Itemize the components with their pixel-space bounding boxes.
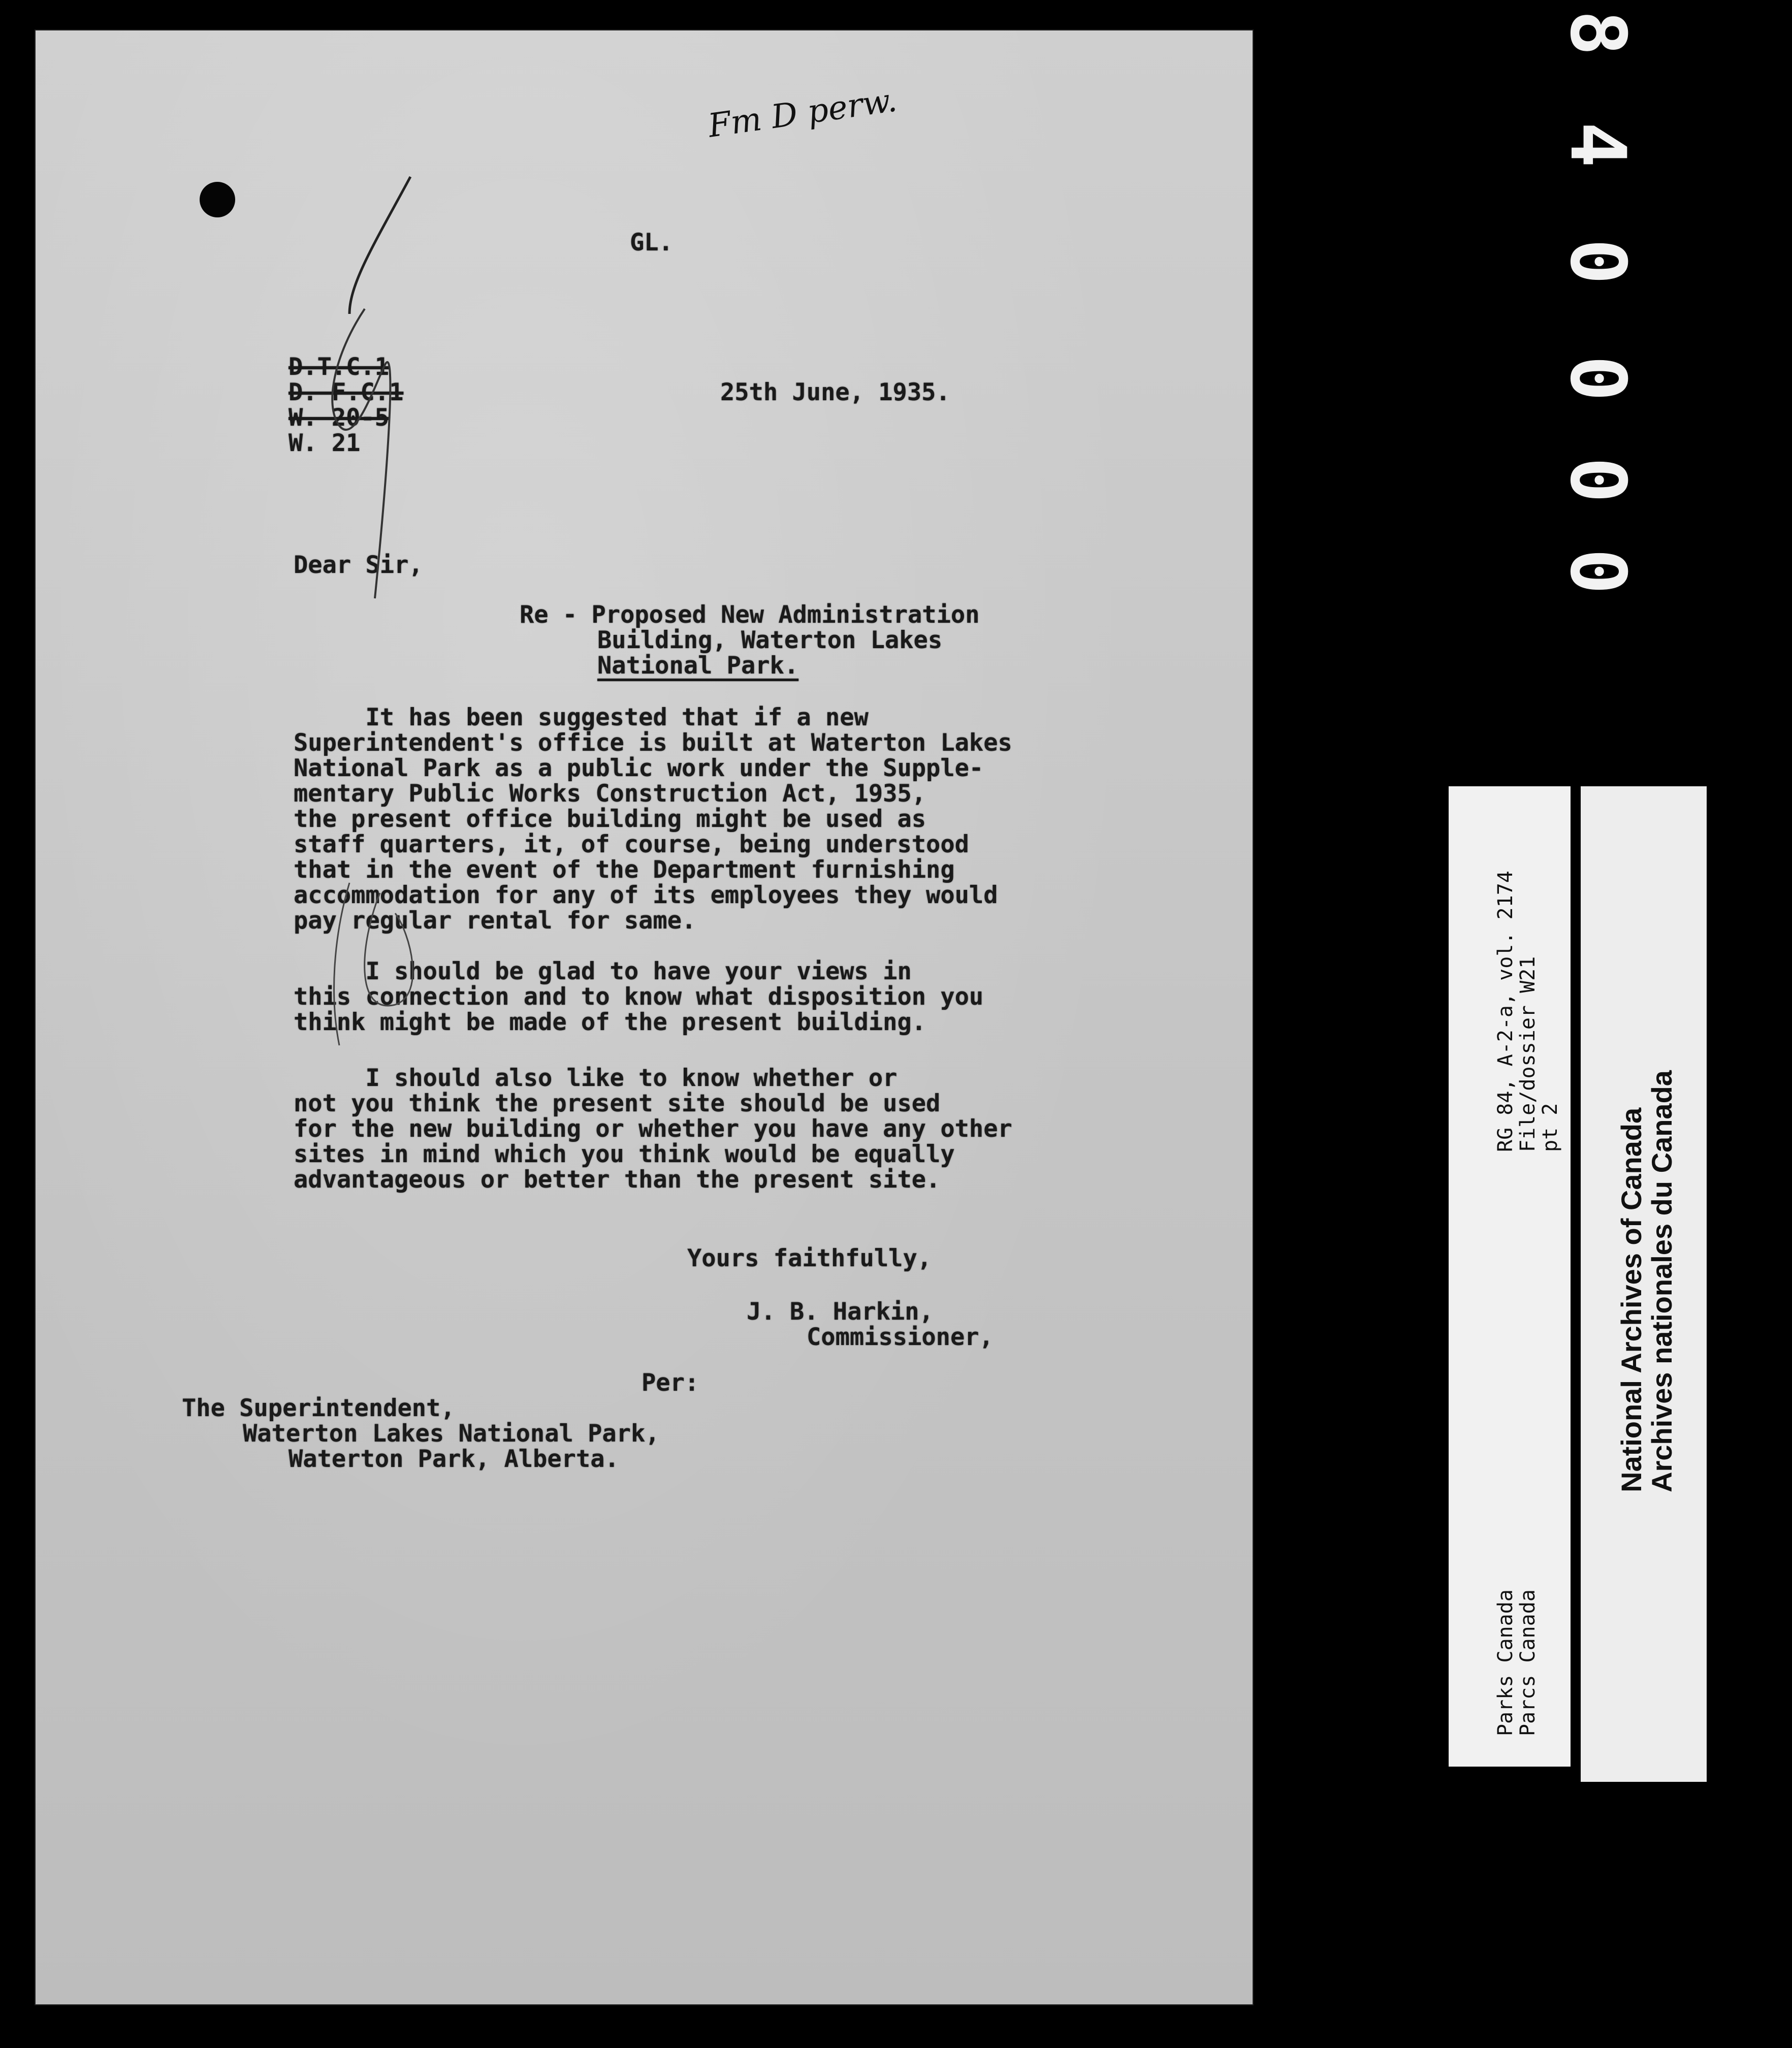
paragraph-1-line: pay regular rental for same. xyxy=(294,907,696,935)
frame-digit: 8 xyxy=(1553,10,1642,56)
subject-line-3: National Park. xyxy=(597,652,799,680)
reference-label xyxy=(1449,786,1571,1767)
agency-name-en: Parks Canada xyxy=(1494,1589,1517,1736)
paragraph-1-line: National Park as a public work under the Supple- xyxy=(294,754,984,782)
closing: Yours faithfully, xyxy=(687,1244,932,1272)
signer-name: J. B. Harkin, xyxy=(747,1298,934,1326)
paragraph-3-line: for the new building or whether you have any other xyxy=(294,1115,1012,1143)
paragraph-3-line: I should also like to know whether or xyxy=(294,1064,898,1092)
frame-digit: 4 xyxy=(1553,121,1642,168)
handwritten-note: Fm D perw. xyxy=(706,81,900,145)
archives-label xyxy=(1581,786,1707,1782)
salutation: Dear Sir, xyxy=(294,551,423,579)
addressee-line-2: Waterton Lakes National Park, xyxy=(243,1420,660,1448)
paragraph-2-line: this connection and to know what disposition you xyxy=(294,983,984,1011)
reference-line-2: File/dossier W21 xyxy=(1516,956,1540,1152)
signer-title: Commissioner, xyxy=(807,1323,994,1351)
frame-digit: 0 xyxy=(1553,548,1642,595)
paragraph-2-line: I should be glad to have your views in xyxy=(294,957,912,985)
agency-name-fr: Parcs Canada xyxy=(1516,1589,1540,1736)
paragraph-1-line: that in the event of the Department furnishing xyxy=(294,856,955,884)
addressee-line-1: The Superintendent, xyxy=(182,1394,455,1422)
reference-line-1: RG 84, A-2-a, vol. 2174 xyxy=(1494,871,1517,1152)
subject-line-2: Building, Waterton Lakes xyxy=(597,626,943,654)
frame-number xyxy=(1544,0,1656,635)
reference-line-3: pt 2 xyxy=(1539,1103,1562,1152)
routing-line-3: W. 20-5 xyxy=(289,404,390,432)
file-code: GL. xyxy=(630,229,673,257)
paragraph-1-line: mentary Public Works Construction Act, 1935, xyxy=(294,780,926,808)
subject-line-1: Re - Proposed New Administration xyxy=(520,601,980,629)
routing-line-4: W. 21 xyxy=(289,429,361,457)
paragraph-3-line: not you think the present site should be used xyxy=(294,1090,941,1117)
frame-digit: 0 xyxy=(1553,238,1642,285)
per-label: Per: xyxy=(642,1369,699,1397)
paragraph-2-line: think might be made of the present building. xyxy=(294,1008,926,1036)
archives-name-en: National Archives of Canada xyxy=(1615,1107,1647,1492)
paragraph-1-line: the present office building might be used as xyxy=(294,805,926,833)
addressee-line-3: Waterton Park, Alberta. xyxy=(289,1445,619,1473)
paragraph-3-line: sites in mind which you think would be equally xyxy=(294,1140,955,1168)
routing-line-1: D.T.C.1 xyxy=(289,353,390,381)
paragraph-3-line: advantageous or better than the present site. xyxy=(294,1166,941,1194)
archives-name-fr: Archives nationales du Canada xyxy=(1646,1070,1678,1492)
paragraph-1-line: accommodation for any of its employees they would xyxy=(294,881,998,909)
frame-digit: 0 xyxy=(1553,457,1642,503)
punch-hole xyxy=(200,182,235,217)
frame-digit: 0 xyxy=(1553,355,1642,402)
letter-page xyxy=(35,29,1254,2005)
routing-line-2: D. F.C.1 xyxy=(289,378,404,406)
paragraph-1-line: It has been suggested that if a new xyxy=(294,703,869,731)
paragraph-1-line: staff quarters, it, of course, being understood xyxy=(294,830,969,858)
letter-date: 25th June, 1935. xyxy=(720,378,950,406)
paragraph-1-line: Superintendent's office is built at Waterton Lakes xyxy=(294,729,1012,757)
